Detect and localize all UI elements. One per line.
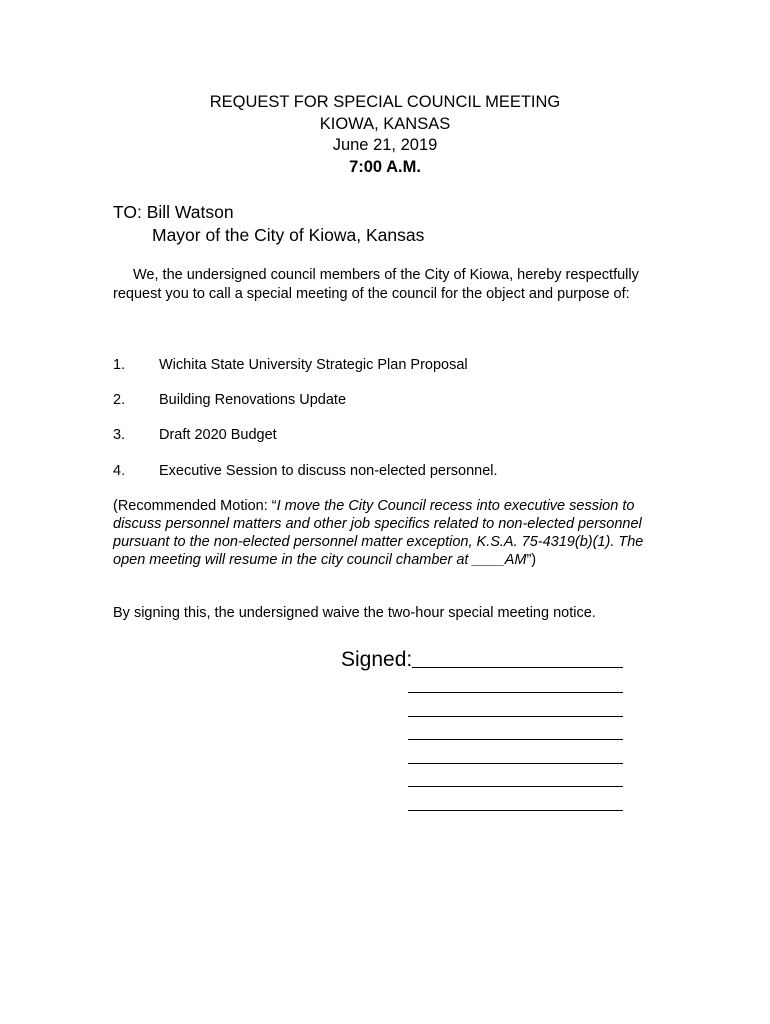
agenda-item-number: 1. <box>113 357 126 373</box>
agenda-item <box>113 425 673 445</box>
motion-prefix: (Recommended Motion: “ <box>113 498 277 514</box>
signature-line[interactable] <box>408 739 623 740</box>
request-paragraph: We, the undersigned council members of the City of Kiowa, hereby respectfully request you to call a special meeting of the council for the object and purpose of: <box>113 267 639 302</box>
waiver-statement: By signing this, the undersigned waive the two-hour special meeting notice. <box>113 605 596 621</box>
header-location: KIOWA, KANSAS <box>319 114 451 133</box>
document-header <box>0 92 770 178</box>
agenda-item-text: Draft 2020 Budget <box>159 427 277 443</box>
motion-text: I move the City Council recess into executive session to discuss personnel matters and other job specifics related to non-elected personnel pursuant to the non-elected personnel matter exception, K.S.A. 75-4319(b)(1). The open meeting will resume in the city council chamber at ____AM <box>113 498 644 568</box>
agenda-item-text: Building Renovations Update <box>159 392 347 408</box>
header-title: REQUEST FOR SPECIAL COUNCIL MEETING <box>209 93 561 111</box>
motion-suffix: ”) <box>526 552 537 568</box>
signature-line[interactable] <box>408 763 623 764</box>
agenda-item-text: Executive Session to discuss non-elected personnel. <box>159 463 498 479</box>
signature-line[interactable] <box>408 716 623 717</box>
signature-line[interactable] <box>408 692 623 693</box>
header-date: June 21, 2019 <box>332 136 438 154</box>
agenda-item-text: Wichita State University Strategic Plan Proposal <box>159 357 468 373</box>
addressee-title: Mayor of the City of Kiowa, Kansas <box>152 225 425 245</box>
agenda-item-number: 2. <box>113 392 126 408</box>
addressee-name: TO: Bill Watson <box>113 202 234 222</box>
agenda-item <box>113 461 673 481</box>
recommended-motion <box>113 497 668 569</box>
agenda-item <box>113 390 673 410</box>
signature-line[interactable] <box>412 667 623 668</box>
header-time: 7:00 A.M. <box>349 157 421 176</box>
agenda-item <box>113 355 673 375</box>
signature-line[interactable] <box>408 786 623 787</box>
addressee-block <box>113 201 424 247</box>
signature-line[interactable] <box>408 810 623 811</box>
agenda-item-number: 3. <box>113 427 126 443</box>
signed-label: Signed: <box>341 648 413 671</box>
agenda-item-number: 4. <box>113 463 126 479</box>
